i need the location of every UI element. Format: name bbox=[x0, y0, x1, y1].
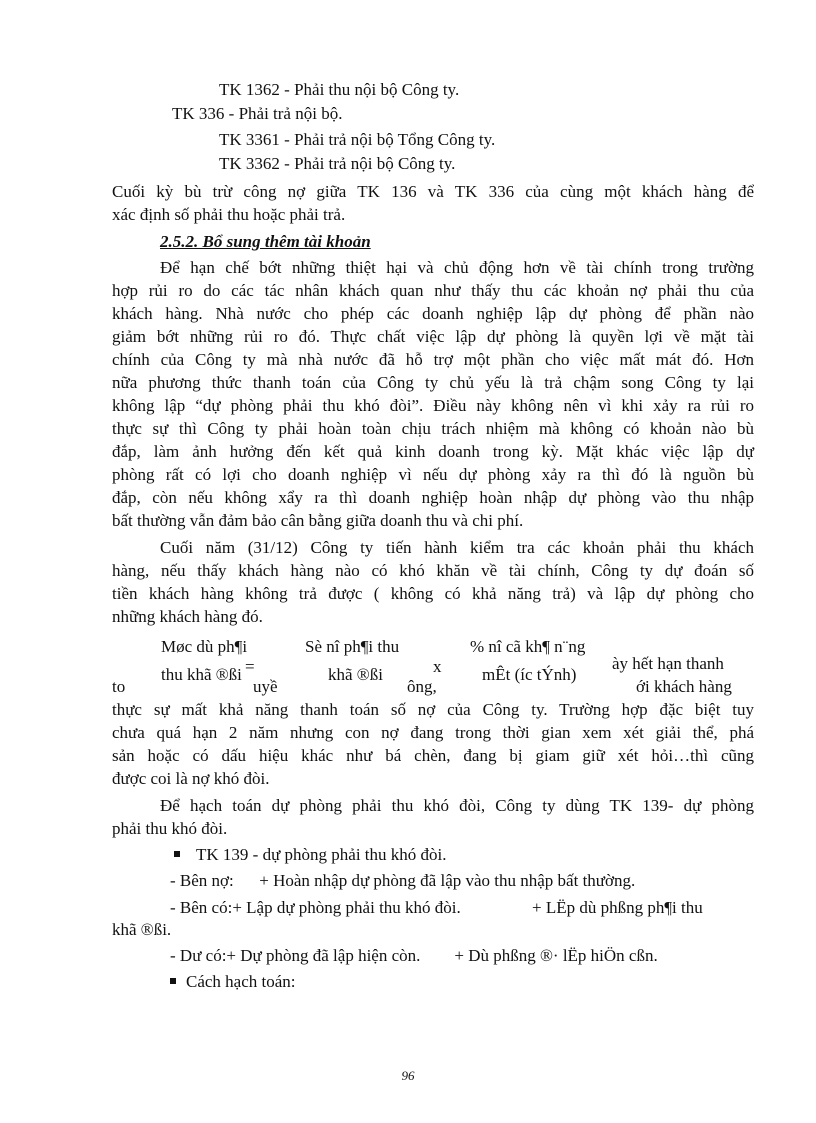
formula-mid-bottom: khã ®ßi bbox=[328, 665, 383, 684]
para1-line: Để hạn chế bớt những thiệt hại và chủ động hơn về tài chính trong trường bbox=[160, 258, 754, 277]
para1-line: chính của Công ty mà nhà nước đã hỗ trợ một phần cho việc mất mát đó. Hơn bbox=[112, 350, 754, 369]
formula-rhs-bottom: mÊt (íc tÝnh) bbox=[482, 665, 577, 684]
formula-lhs-bottom: thu khã ®ßi bbox=[161, 665, 242, 684]
ben-co-left: - Bên có:+ Lập dự phòng phải thu khó đòi. bbox=[170, 898, 461, 917]
para3-line: sản hoặc có dấu hiệu khác như bá chèn, đang bị giam giữ xét hỏi…thì cũng bbox=[112, 746, 754, 765]
ben-co-continuation: khã ®ßi. bbox=[112, 920, 172, 939]
formula-fragment: uyề bbox=[253, 677, 278, 696]
closing-line-1: Cuối kỳ bù trừ công nợ giữa TK 136 và TK 336 của cùng một khách hàng để bbox=[112, 182, 754, 201]
para2-line: những khách hàng đó. bbox=[112, 607, 263, 626]
para3-line: thực sự mất khả năng thanh toán số nợ của Công ty. Trường hợp đặc biệt tuy bbox=[112, 700, 754, 719]
bullet-square-icon bbox=[174, 851, 180, 857]
para1-line: thực sự thì Công ty phải hoàn toàn chịu trách nhiệm mà không có khoản nào bù bbox=[112, 419, 754, 438]
formula-fragment: ới khách hàng bbox=[636, 677, 732, 696]
bullet-square-icon bbox=[170, 978, 176, 984]
para1-line: không lập “dự phòng phải thu khó đòi”. Điều này không nên vì khi xảy ra rủi ro bbox=[112, 396, 754, 415]
page-number: 96 bbox=[401, 1068, 415, 1083]
bullet-cach-hach-toan: Cách hạch toán: bbox=[170, 972, 296, 992]
formula-tail-right: ày hết hạn thanh bbox=[612, 654, 724, 673]
para1-line: đắp, còn nếu không xẩy ra thì doanh nghiệp hoàn nhập dự phòng vào thu nhập bbox=[112, 488, 754, 507]
closing-line-2: xác định số phải thu hoặc phải trả. bbox=[112, 205, 346, 224]
account-tk336: TK 336 - Phải trả nội bộ. bbox=[172, 104, 343, 123]
formula-times: x bbox=[433, 657, 442, 676]
account-tk1362: TK 1362 - Phải thu nội bộ Công ty. bbox=[219, 80, 460, 99]
formula-rhs-top: % nî cã kh¶ n¨ng bbox=[470, 637, 586, 656]
formula-fragment: to bbox=[112, 677, 126, 696]
para4-line: phải thu khó đòi. bbox=[112, 819, 228, 838]
para4-line: Để hạch toán dự phòng phải thu khó đòi, Công ty dùng TK 139- dự phòng bbox=[160, 796, 754, 815]
formula-mid-top: Sè nî ph¶i thu bbox=[305, 637, 400, 656]
para1-line: bất thường vẫn đảm bảo cân bằng giữa doanh thu và chi phí. bbox=[112, 511, 524, 530]
bullet-tk139: TK 139 - dự phòng phải thu khó đòi. bbox=[174, 845, 447, 865]
ben-no-line: - Bên nợ: + Hoàn nhập dự phòng đã lập vào thu nhập bất thường. bbox=[170, 871, 636, 890]
para1-line: hợp rủi ro do các tác nhân khách quan như thấy thu các khoản nợ phải thu của bbox=[112, 281, 754, 300]
para3-line: chưa quá hạn 2 năm nhưng con nợ đang trong thời gian xem xét giải thể, phá bbox=[112, 723, 754, 742]
para2-line: tiền khách hàng không trả được ( không có khả năng trả) và lập dự phòng cho bbox=[112, 584, 754, 603]
para1-line: khách hàng. Nhà nước cho phép các doanh nghiệp lập dự phòng để phần nào bbox=[112, 304, 754, 323]
para1-line: phòng rất có lợi cho doanh nghiệp vì nếu dự phòng xảy ra thì đó là nguồn bù bbox=[112, 465, 754, 484]
para2-line: Cuối năm (31/12) Công ty tiến hành kiểm tra các khoản phải thu khách bbox=[160, 538, 754, 557]
formula-fragment: ông, bbox=[407, 677, 437, 696]
formula-lhs-top: Møc dù ph¶i bbox=[161, 637, 248, 656]
formula-equals: = bbox=[245, 657, 255, 676]
du-co-line: - Dư có:+ Dự phòng đã lập hiện còn. + Dù phßng ®· lËp hiÖn cßn. bbox=[170, 946, 658, 965]
para1-line: giảm bớt những rủi ro đó. Thực chất việc lập dự phòng là quyền lợi về mặt tài bbox=[112, 327, 754, 346]
para1-line: đắp, làm ảnh hưởng đến kết quả kinh doanh trong kỳ. Mặt khác việc lập dự bbox=[112, 442, 754, 461]
para2-line: hàng, nếu thấy khách hàng nào có khó khăn về tài chính, Công ty dự đoán số bbox=[112, 561, 754, 580]
account-tk3362: TK 3362 - Phải trả nội bộ Công ty. bbox=[219, 154, 456, 173]
para1-line: nữa phương thức thanh toán của Công ty chủ yếu là trả chậm song Công ty lại bbox=[112, 373, 754, 392]
section-heading: 2.5.2. Bổ sung thêm tài khoản bbox=[160, 232, 371, 251]
account-tk3361: TK 3361 - Phải trả nội bộ Tổng Công ty. bbox=[219, 130, 496, 149]
para3-line: được coi là nợ khó đòi. bbox=[112, 769, 270, 788]
ben-co-right: + LËp dù phßng ph¶i thu bbox=[532, 898, 703, 917]
